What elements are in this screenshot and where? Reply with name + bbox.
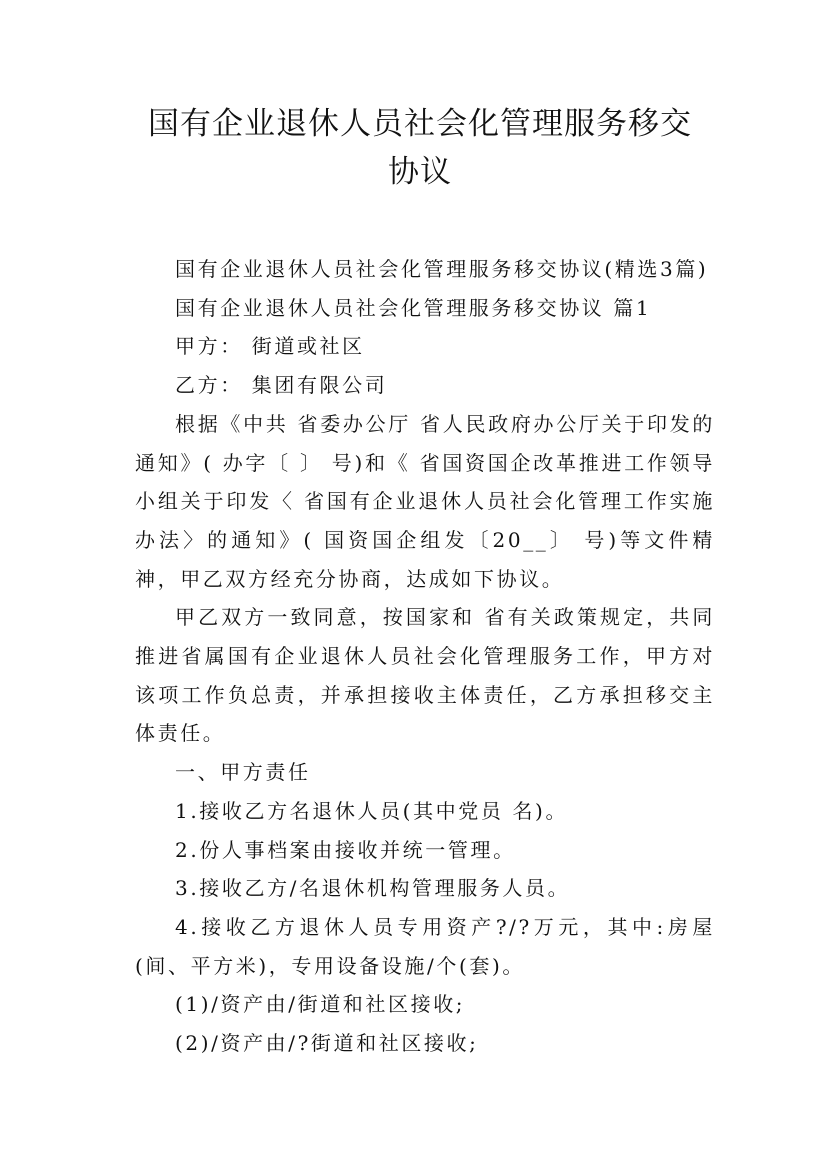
list-item: 1.接收乙方名退休人员(其中党员 名)。 xyxy=(175,798,569,823)
section-heading-party-a-duties: 一、甲方责任 xyxy=(175,760,311,785)
paragraph-party-b: 乙方： 集团有限公司 xyxy=(175,373,388,398)
list-subitem: (2)/资产由/?街道和社区接收; xyxy=(175,1031,479,1056)
paragraph-party-a: 甲方： 街道或社区 xyxy=(175,334,365,359)
list-subitem: (1)/资产由/街道和社区接收; xyxy=(175,992,466,1017)
paragraph-subtitle: 国有企业退休人员社会化管理服务移交协议(精选3篇) xyxy=(175,257,709,281)
paragraph-agreement: 甲乙双方一致同意，按国家和 省有关政策规定，共同推进省属国有企业退休人员社会化管理服务工作，甲方对该项工作负总责，并承担接收主体责任，乙方承担移交主体责任。 xyxy=(135,605,715,746)
document-body xyxy=(135,250,715,1063)
document-title: 国有企业退休人员社会化管理服务移交协议 xyxy=(148,106,692,190)
list-item: 3.接收乙方/名退休机构管理服务人员。 xyxy=(175,876,571,901)
list-item: 2.份人事档案由接收并统一管理。 xyxy=(175,837,516,862)
list-item: 4.接收乙方退休人员专用资产?/?万元，其中:房屋(间、平方米)，专用设备设施/个(套)。 xyxy=(135,914,715,978)
paragraph-basis: 根据《中共 省委办公厅 省人民政府办公厅关于印发的通知》( 办字〔 〕 号)和《 省国资国企改革推进工作领导小组关于印发〈 省国有企业退休人员社会化管理工作实施办法〉的通知》( 国资国企组发〔20__〕 号)等文件精神，甲乙双方经充分协商，达成如下协议。 xyxy=(135,411,715,591)
paragraph-part-heading: 国有企业退休人员社会化管理服务移交协议 篇1 xyxy=(175,295,652,320)
